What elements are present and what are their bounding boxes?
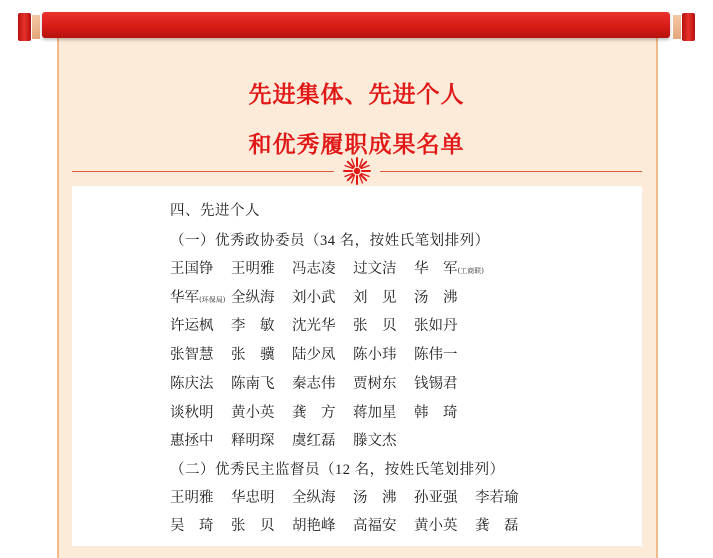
person-name-text: 李若瑜 xyxy=(475,490,519,506)
person-name xyxy=(292,372,336,393)
affiliation-note: (工商联) xyxy=(457,267,484,275)
group1-heading: （一）优秀政协委员（34 名，按姓氏笔划排列） xyxy=(170,233,490,249)
title-line-2: 和优秀履职成果名单 xyxy=(248,132,465,158)
person-name-text: 龚 方 xyxy=(292,404,336,421)
group2-heading: （二）优秀民主监督员（12 名，按姓氏笔划排列） xyxy=(170,462,505,478)
person-name-text: 释明琛 xyxy=(231,433,275,450)
person-name xyxy=(292,314,336,335)
person-name-text: 王明雅 xyxy=(170,490,214,506)
person-name xyxy=(231,286,275,307)
person-name xyxy=(353,486,397,507)
person-name-text: 陈伟一 xyxy=(414,347,458,364)
title-line-1: 先进集体、先进个人 xyxy=(248,82,465,108)
person-name-text: 王明雅 xyxy=(231,261,275,277)
person-name xyxy=(414,257,484,278)
person-name xyxy=(475,486,519,507)
person-name-text: 陈南飞 xyxy=(231,375,275,392)
scroll-left-cap xyxy=(32,15,40,39)
person-name xyxy=(292,286,336,307)
scroll-right-end xyxy=(682,13,695,41)
person-name xyxy=(353,429,397,450)
divider-right xyxy=(380,171,642,172)
person-name-text: 华 军 xyxy=(414,261,458,277)
person-name-text: 胡艳峰 xyxy=(292,518,336,534)
person-name-text: 陆少凤 xyxy=(292,347,336,364)
sunburst-icon xyxy=(343,157,371,185)
person-name xyxy=(292,343,336,364)
person-name-text: 刘小武 xyxy=(292,289,336,306)
person-name xyxy=(414,372,458,393)
person-name xyxy=(353,257,397,278)
person-name-text: 滕文杰 xyxy=(353,433,397,450)
person-name xyxy=(353,286,397,307)
person-name xyxy=(414,486,458,507)
person-name xyxy=(353,401,397,422)
person-name xyxy=(231,372,275,393)
person-name xyxy=(170,314,214,335)
person-name-text: 过文洁 xyxy=(353,261,397,277)
person-name-text: 冯志凌 xyxy=(292,261,336,277)
person-name-text: 张智慧 xyxy=(170,347,214,364)
person-name xyxy=(170,486,214,507)
person-name-text: 孙亚强 xyxy=(414,490,458,506)
person-name-text: 黄小英 xyxy=(231,404,275,421)
person-name xyxy=(231,486,275,507)
person-name xyxy=(231,401,275,422)
person-name xyxy=(353,343,397,364)
scroll-right-cap xyxy=(673,15,681,39)
person-name-text: 惠拯中 xyxy=(170,433,214,450)
person-name xyxy=(231,257,275,278)
person-name xyxy=(231,314,275,335)
person-name-text: 吴 琦 xyxy=(170,518,214,534)
person-name xyxy=(414,401,458,422)
person-name xyxy=(170,257,214,278)
person-name-text: 龚 磊 xyxy=(475,518,519,534)
person-name-text: 谈秋明 xyxy=(170,404,214,421)
person-name xyxy=(414,514,458,535)
person-name xyxy=(292,486,336,507)
person-name-text: 黄小英 xyxy=(414,518,458,534)
person-name xyxy=(475,514,519,535)
person-name xyxy=(231,429,275,450)
person-name-text: 全纵海 xyxy=(231,289,275,306)
person-name xyxy=(170,401,214,422)
person-name-text: 刘 见 xyxy=(353,289,397,306)
person-name-text: 许运枫 xyxy=(170,318,214,335)
person-name xyxy=(231,343,275,364)
person-name-text: 虞红磊 xyxy=(292,433,336,450)
person-name-text: 李 敏 xyxy=(231,318,275,335)
person-name-text: 钱锡君 xyxy=(414,375,458,392)
person-name-text: 张 贝 xyxy=(353,318,397,335)
person-name xyxy=(292,401,336,422)
person-name xyxy=(414,343,458,364)
person-name xyxy=(292,514,336,535)
person-name xyxy=(353,372,397,393)
person-name-text: 华忠明 xyxy=(231,490,275,506)
person-name xyxy=(170,429,214,450)
person-name xyxy=(414,314,458,335)
person-name-text: 秦志伟 xyxy=(292,375,336,392)
scroll-top-bar xyxy=(42,12,670,38)
person-name-text: 王国铮 xyxy=(170,261,214,277)
person-name xyxy=(292,429,336,450)
person-name xyxy=(170,286,225,307)
person-name xyxy=(353,514,397,535)
person-name-text: 汤 沸 xyxy=(414,289,458,306)
person-name xyxy=(170,514,214,535)
person-name-text: 汤 沸 xyxy=(353,490,397,506)
person-name-text: 高福安 xyxy=(353,518,397,534)
person-name-text: 张 贝 xyxy=(231,518,275,534)
person-name-text: 陈小玮 xyxy=(353,347,397,364)
divider-left xyxy=(72,171,334,172)
person-name-text: 沈光华 xyxy=(292,318,336,335)
person-name-text: 贾树东 xyxy=(353,375,397,392)
person-name xyxy=(231,514,275,535)
person-name-text: 张如丹 xyxy=(414,318,458,335)
person-name xyxy=(170,372,214,393)
person-name-text: 全纵海 xyxy=(292,490,336,506)
person-name xyxy=(414,286,458,307)
person-name-text: 张 骥 xyxy=(231,347,275,364)
section-heading: 四、先进个人 xyxy=(170,203,260,219)
scroll-left-end xyxy=(18,13,31,41)
affiliation-note: (环保局) xyxy=(199,295,226,304)
person-name-text: 华军 xyxy=(170,289,199,306)
person-name xyxy=(292,257,336,278)
person-name-text: 蒋加星 xyxy=(353,404,397,421)
person-name-text: 韩 琦 xyxy=(414,404,458,421)
person-name-text: 陈庆法 xyxy=(170,375,214,392)
person-name xyxy=(170,343,214,364)
person-name xyxy=(353,314,397,335)
